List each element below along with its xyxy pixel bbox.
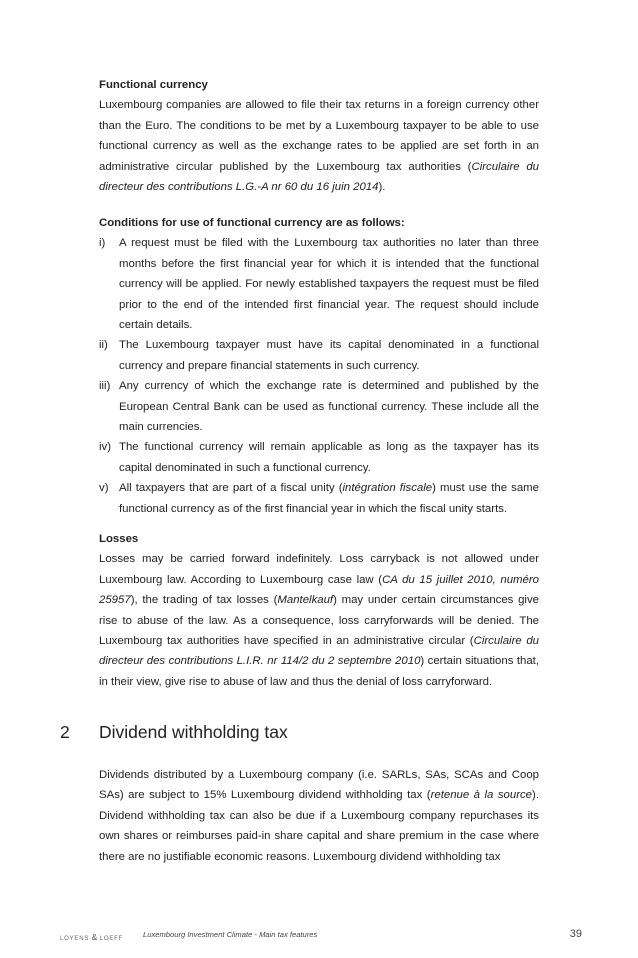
condition-text	[119, 380, 539, 433]
condition-number: ii)	[99, 339, 108, 352]
logo-left-text: LOYENS	[60, 936, 90, 942]
conditions-list	[99, 233, 539, 519]
italic-text: CA du 15 juillet 2010, numéro 25957	[99, 573, 539, 607]
functional-currency-paragraph	[99, 95, 539, 197]
losses-section	[99, 529, 539, 692]
text-run: The Luxembourg taxpayer must have its capital denominated in a functional currency and prepare financial statements in such currency.	[119, 339, 539, 372]
text-run: Losses may be carried forward indefinitely. Loss carryback is not allowed under Luxembourg law. According to Luxembourg case law (	[99, 553, 539, 586]
condition-item	[99, 335, 539, 376]
text-run: ). Dividend withholding tax can also be due if a Luxembourg company repurchases its own shares or reimburses paid-in share capital and share premium in the case where there are no justifiable economic reasons. Luxembourg dividend withholding tax	[99, 789, 539, 863]
text-run: A request must be filed with the Luxembourg tax authorities no later than three months before the first financial year for which it is intended that the functional currency will be applied. For newly established taxpayers the request must be filed prior to the end of the intended first financial year. The request should include certain details.	[119, 237, 539, 332]
text-run: All taxpayers that are part of a fiscal unity (	[119, 482, 343, 495]
italic-text: retenue à la source	[430, 789, 533, 802]
section-title: Dividend withholding tax	[99, 722, 288, 742]
text-run: Dividends distributed by a Luxembourg company (i.e. SARLs, SAs, SCAs and Coop SAs) are subject to 15% Luxembourg dividend withholding tax (	[99, 769, 539, 802]
text-run: The functional currency will remain applicable as long as the taxpayer has its capital denominated in such a functional currency.	[119, 441, 539, 474]
condition-text	[119, 237, 539, 331]
text-run: ) certain situations that, in their view, give rise to abuse of law and thus the denial of loss carryforward.	[99, 655, 539, 688]
functional-currency-section	[99, 75, 539, 197]
condition-text	[119, 339, 539, 371]
page-number: 39	[569, 928, 582, 940]
conditions-section	[99, 213, 539, 519]
text-run: ), the trading of tax losses (	[130, 594, 278, 607]
condition-number: iii)	[99, 380, 111, 393]
text-run: Luxembourg companies are allowed to file their tax returns in a foreign currency other than the Euro. The conditions to be met by a Luxembourg taxpayer to be able to use functional currency as well as the exchange rates to be applied are set forth in an administrative circular published by the Luxembourg tax authorities (	[99, 99, 539, 173]
italic-text: Mantelkauf	[277, 594, 334, 607]
section-number: 2	[60, 722, 70, 742]
text-run: ) may under certain circumstances give rise to abuse of the law. As a consequence, loss carryforwards will be denied. The Luxembourg tax authorities have specified in an administrative circular (	[99, 594, 539, 648]
condition-text	[119, 441, 539, 473]
dividend-section	[99, 765, 539, 867]
losses-heading: Losses	[99, 533, 139, 545]
condition-item	[99, 233, 539, 335]
text-run: ) must use the same functional currency as of the first financial year in which the fiscal unity starts.	[119, 482, 539, 515]
italic-text: Circulaire du directeur des contributions L.G.-A nr 60 du 16 juin 2014	[99, 160, 539, 194]
text-run: ).	[378, 181, 386, 194]
logo-right-text: LOEFF	[99, 936, 124, 942]
conditions-heading: Conditions for use of functional currency are as follows:	[99, 217, 405, 229]
condition-number: i)	[99, 237, 106, 250]
condition-number: iv)	[99, 441, 112, 454]
italic-text: intégration fiscale	[342, 482, 433, 495]
footer-document-title: Luxembourg Investment Climate - Main tax features	[143, 930, 318, 939]
functional-currency-heading: Functional currency	[99, 79, 208, 91]
condition-number: v)	[99, 482, 109, 495]
condition-item	[99, 478, 539, 519]
footer-logo	[60, 932, 123, 942]
italic-text: Circulaire du directeur des contributions L.I.R. nr 114/2 du 2 septembre 2010	[99, 635, 539, 668]
condition-item	[99, 437, 539, 478]
condition-text	[119, 482, 539, 514]
losses-paragraph	[99, 549, 539, 692]
logo-ampersand: &	[91, 932, 98, 942]
dividend-paragraph	[99, 765, 539, 867]
text-run: Any currency of which the exchange rate is determined and published by the European Central Bank can be used as functional currency. These include all the main currencies.	[119, 380, 539, 434]
condition-item	[99, 376, 539, 437]
